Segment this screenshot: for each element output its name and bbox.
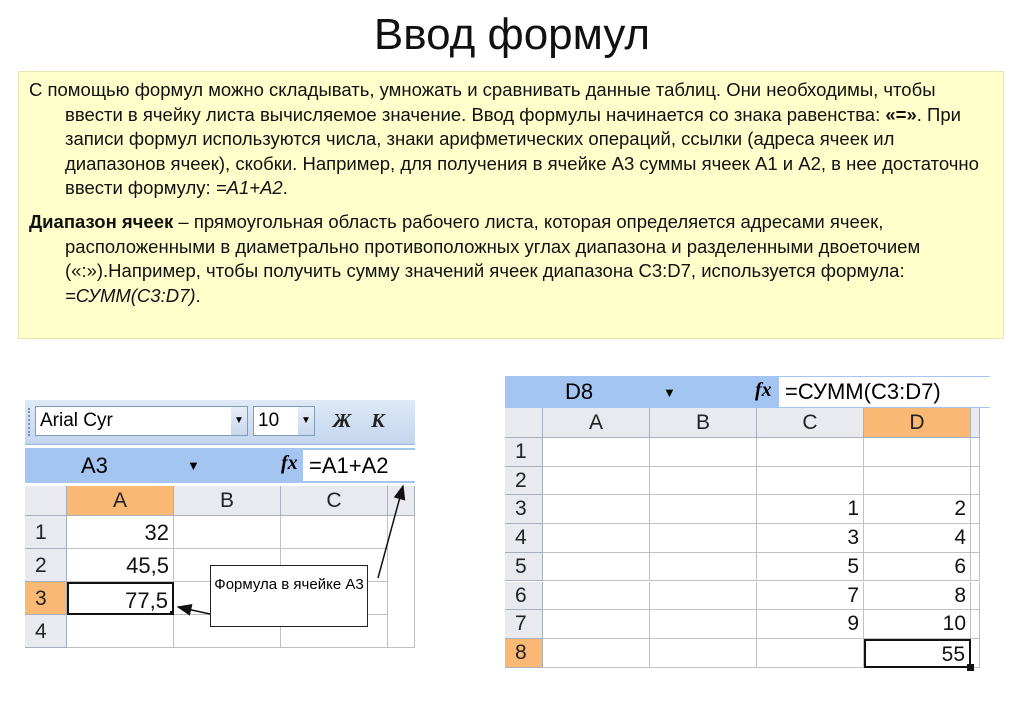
cell-a3-selected[interactable]: 77,5 bbox=[67, 582, 174, 615]
column-header[interactable]: D bbox=[864, 408, 971, 438]
cell-column-partial[interactable] bbox=[971, 610, 980, 639]
right-excel-screenshot bbox=[505, 376, 990, 666]
row-header[interactable]: 3 bbox=[25, 582, 67, 615]
column-header-partial[interactable] bbox=[971, 408, 980, 438]
name-box[interactable]: A3 bbox=[81, 453, 108, 478]
cell-d7[interactable]: 10 bbox=[864, 610, 971, 639]
chevron-down-icon[interactable]: ▼ bbox=[298, 407, 314, 435]
chevron-down-icon[interactable]: ▼ bbox=[187, 458, 200, 473]
formula-example: =СУММ(C3:D7) bbox=[65, 284, 196, 306]
arrow-to-cell bbox=[178, 607, 210, 614]
cell-a6[interactable] bbox=[543, 582, 650, 611]
italic-button[interactable]: К bbox=[371, 410, 385, 432]
slide-title: Ввод формул bbox=[373, 10, 651, 59]
cell-d6[interactable]: 8 bbox=[864, 582, 971, 611]
column-header[interactable]: B bbox=[650, 408, 757, 438]
cell-d1[interactable] bbox=[864, 438, 971, 467]
cell-column-partial[interactable] bbox=[971, 553, 980, 582]
fill-handle[interactable] bbox=[967, 664, 974, 671]
chevron-down-icon[interactable]: ▼ bbox=[231, 407, 247, 435]
arrow-to-formula-bar bbox=[378, 486, 403, 578]
font-value: Arial Cyr bbox=[40, 410, 113, 431]
name-box[interactable]: D8 bbox=[565, 379, 594, 404]
cell-a2[interactable]: 45,5 bbox=[67, 549, 174, 582]
cell-c8[interactable] bbox=[757, 639, 864, 668]
cell-d2[interactable] bbox=[864, 467, 971, 496]
paragraph-end: . bbox=[282, 177, 288, 198]
cell-b3[interactable] bbox=[650, 495, 757, 524]
row-header[interactable]: 4 bbox=[25, 615, 67, 648]
paragraph-text: . При записи формул используются числа, знаки арифметических операций, ссылки (адреса ячеек ил диапазонов ячеек), скобки. Например, для получения в ячейке А3 суммы ячеек А1 и А2, в нее достаточно ввести формулу: bbox=[65, 103, 979, 198]
row-header[interactable]: 7 bbox=[505, 610, 543, 639]
cell-a4[interactable] bbox=[543, 524, 650, 553]
cell-c5[interactable]: 5 bbox=[757, 553, 864, 582]
formula-input[interactable]: =СУММ(C3:D7) bbox=[779, 377, 990, 407]
cell-c3[interactable]: 1 bbox=[757, 495, 864, 524]
cell-a1[interactable] bbox=[543, 438, 650, 467]
cell-d5[interactable]: 6 bbox=[864, 553, 971, 582]
column-header[interactable]: A bbox=[67, 486, 174, 516]
cell-d4[interactable]: 4 bbox=[864, 524, 971, 553]
paragraph-end: . bbox=[195, 284, 201, 306]
cell-c7[interactable]: 9 bbox=[757, 610, 864, 639]
row-header[interactable]: 5 bbox=[505, 553, 543, 582]
row-header[interactable]: 8 bbox=[505, 639, 543, 668]
cell-a1[interactable]: 32 bbox=[67, 516, 174, 549]
formula-example: =A1+A2 bbox=[215, 177, 283, 198]
formula-input[interactable]: =A1+A2 bbox=[303, 450, 415, 481]
row-header[interactable]: 2 bbox=[25, 549, 67, 582]
cell-a5[interactable] bbox=[543, 553, 650, 582]
chevron-down-icon[interactable]: ▼ bbox=[663, 385, 676, 400]
cell-column-partial[interactable] bbox=[971, 524, 980, 553]
cell-a3[interactable] bbox=[543, 495, 650, 524]
column-header[interactable]: B bbox=[174, 486, 281, 516]
column-header[interactable]: C bbox=[281, 486, 388, 516]
cell-b6[interactable] bbox=[650, 582, 757, 611]
row-header[interactable]: 1 bbox=[505, 438, 543, 467]
fx-icon[interactable]: fx bbox=[755, 379, 772, 401]
cell-b4[interactable] bbox=[650, 524, 757, 553]
cell-d8-selected[interactable]: 55 bbox=[864, 639, 971, 668]
formula-bar bbox=[505, 376, 990, 408]
equals-sign: «=» bbox=[885, 103, 917, 125]
cell-b7[interactable] bbox=[650, 610, 757, 639]
cell-column-partial[interactable] bbox=[971, 467, 980, 496]
font-size-value: 10 bbox=[258, 410, 280, 431]
cell-column-partial[interactable] bbox=[971, 582, 980, 611]
paragraph-text: – прямоугольная область рабочего листа, которая определяется адресами ячеек, расположенными в диаметрально противоположных углах диапазона и разделенными двоеточием («:»).Например, чтобы получить сумму значений ячеек диапазона С3:D7, используется формула: bbox=[65, 211, 921, 281]
row-header[interactable]: 1 bbox=[25, 516, 67, 549]
cell-column-partial[interactable] bbox=[971, 495, 980, 524]
row-header[interactable]: 6 bbox=[505, 582, 543, 611]
cell-d3[interactable]: 2 bbox=[864, 495, 971, 524]
row-header[interactable]: 3 bbox=[505, 495, 543, 524]
column-header[interactable]: A bbox=[543, 408, 650, 438]
row-header[interactable]: 4 bbox=[505, 524, 543, 553]
select-all-corner[interactable] bbox=[505, 408, 543, 438]
cell-c6[interactable]: 7 bbox=[757, 582, 864, 611]
cell-c1[interactable] bbox=[757, 438, 864, 467]
row-header[interactable]: 2 bbox=[505, 467, 543, 496]
cell-b8[interactable] bbox=[650, 639, 757, 668]
bold-button[interactable]: Ж bbox=[332, 410, 352, 432]
cell-a8[interactable] bbox=[543, 639, 650, 668]
cell-a2[interactable] bbox=[543, 467, 650, 496]
cell-b5[interactable] bbox=[650, 553, 757, 582]
paragraph-text: С помощью формул можно складывать, умножать и сравнивать данные таблиц. Они необходимы, чтобы ввести в ячейку листа вычисляемое значение. Ввод формулы начинается со знака равенства: bbox=[29, 79, 936, 125]
cell-column-partial[interactable] bbox=[971, 438, 980, 467]
fx-icon[interactable]: fx bbox=[281, 452, 298, 474]
cell-b2[interactable] bbox=[650, 467, 757, 496]
cell-b1[interactable] bbox=[650, 438, 757, 467]
cell-c4[interactable]: 3 bbox=[757, 524, 864, 553]
cell-a7[interactable] bbox=[543, 610, 650, 639]
cell-c2[interactable] bbox=[757, 467, 864, 496]
formula-callout: Формула в ячейке А3 bbox=[210, 565, 368, 627]
range-term: Диапазон ячеек bbox=[29, 211, 174, 232]
column-header[interactable]: C bbox=[757, 408, 864, 438]
